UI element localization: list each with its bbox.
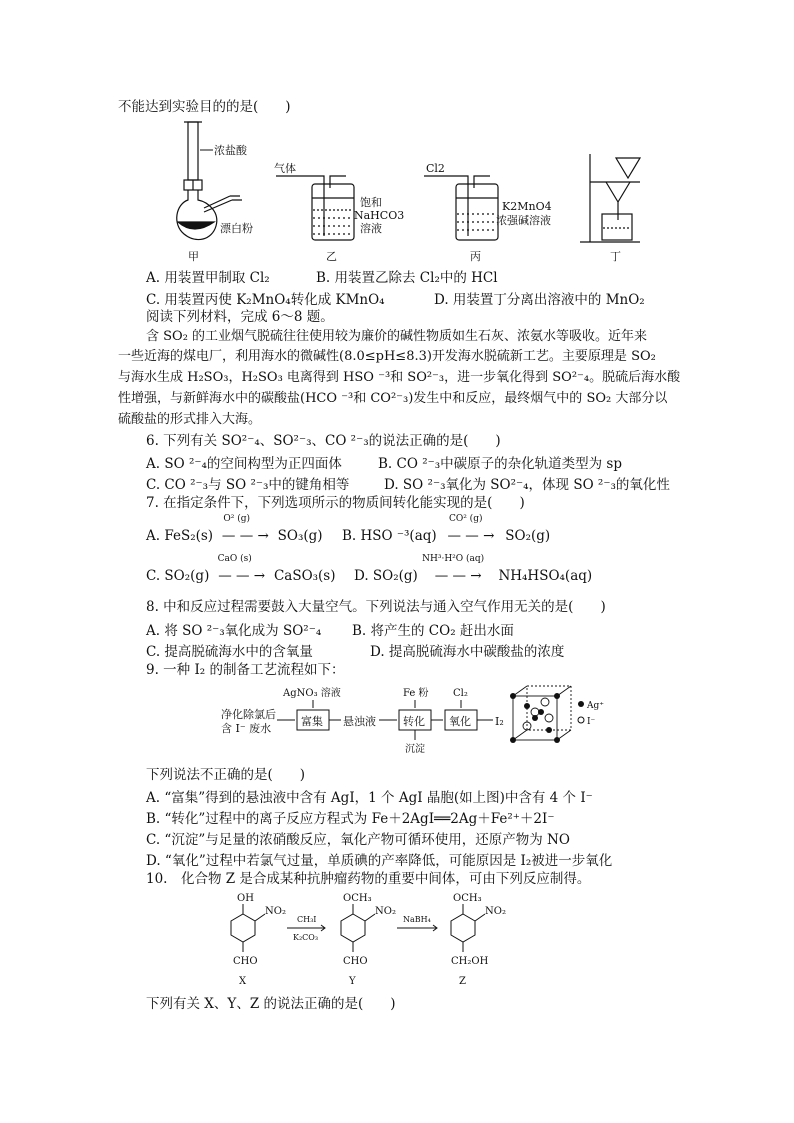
arrow-icon: — — → — [447, 528, 495, 544]
arrow-icon: — — → — [434, 568, 482, 584]
label-bleach: 漂白粉 — [220, 222, 253, 235]
q9-subquestion: 下列说法不正确的是( ) — [146, 767, 306, 783]
flow-precip: 沉淀 — [405, 744, 425, 755]
flow-product: I₂ — [495, 715, 504, 728]
q5-stem: 不能达到实验目的的是( ) — [118, 99, 291, 115]
label-strong-base: 浓强碱溶液 — [496, 214, 551, 227]
reagent-ch3i: CH₃I — [297, 915, 317, 924]
z-och3: OCH₃ — [453, 893, 482, 904]
q9-flow-diagram — [215, 682, 615, 762]
flow-source-1: 净化除氯后 — [221, 708, 276, 721]
x-oh: OH — [237, 893, 254, 904]
q9-option-c: C. “沉淀”与足量的浓硝酸反应，氧化产物可循环使用，还原产物为 NO — [146, 832, 570, 848]
label-ding: 丁 — [610, 250, 621, 263]
label-nahco3: NaHCO3 — [354, 209, 405, 222]
legend-i-icon — [578, 717, 584, 723]
q7-a-right: SO₃(g) — [277, 528, 323, 544]
passage-line: 与海水生成 H₂SO₃，H₂SO₃ 电离得到 HSO ⁻³和 SO²⁻₃，进一步氧化得到 SO²⁻₄。脱硫后海水酸 — [118, 370, 681, 385]
q7-option-d — [354, 554, 593, 584]
q7-a-cond: O² (g) — [223, 514, 251, 524]
apparatus-yi — [276, 176, 354, 240]
q7-c-left: C. SO₂(g) — [146, 568, 210, 584]
q5-option-b: B. 用装置乙除去 Cl₂中的 HCl — [316, 270, 498, 286]
q7-option-b — [342, 514, 551, 544]
q8-stem: 8. 中和反应过程需要鼓入大量空气。下列说法与通入空气作用无关的是( ) — [146, 599, 606, 615]
passage-intro: 阅读下列材料，完成 6～8 题。 — [146, 309, 334, 325]
label-z: Z — [459, 976, 466, 987]
q7-option-c — [146, 554, 336, 584]
reagent-nabh4: NaBH₄ — [403, 915, 431, 924]
label-y: Y — [349, 976, 356, 987]
q5-option-a: A. 用装置甲制取 Cl₂ — [146, 270, 270, 286]
x-cho: CHO — [233, 956, 258, 967]
apparatus-ding — [580, 154, 640, 242]
q6-option-d: D. SO ²⁻₃氧化为 SO²⁻₄，体现 SO ²⁻₃的氧化性 — [384, 477, 670, 493]
q8-option-d: D. 提高脱硫海水中碳酸盐的浓度 — [370, 644, 565, 660]
reagent-k2co3: K₂CO₃ — [293, 933, 319, 942]
legend-ag: Ag⁺ — [587, 701, 605, 711]
label-sat: 饱和 — [360, 196, 382, 209]
q7-c-right: CaSO₃(s) — [273, 568, 336, 584]
z-no2: NO₂ — [485, 906, 506, 917]
benzene-ring-z — [451, 914, 475, 942]
legend-ag-icon — [578, 701, 584, 707]
label-bing: 丙 — [470, 250, 481, 263]
label-gas: 气体 — [274, 162, 296, 175]
label-solution: 溶液 — [360, 222, 382, 235]
q6-option-a: A. SO ²⁻₄的空间构型为正四面体 — [146, 456, 342, 472]
arrow-icon: — — → — [221, 528, 269, 544]
label-conc-hcl: 浓盐酸 — [214, 144, 247, 157]
q8-option-a: A. 将 SO ²⁻₃氧化成为 SO²⁻₄ — [146, 623, 322, 639]
q7-c-cond: CaO (s) — [217, 554, 252, 564]
passage-line: 一些近海的煤电厂，利用海水的微碱性(8.0≤pH≤8.3)开发海水脱硫新工艺。主要原理是 SO₂ — [118, 349, 656, 364]
q5-option-d: D. 用装置丁分离出溶液中的 MnO₂ — [434, 292, 645, 308]
q5-option-c: C. 用装置丙使 K₂MnO₄转化成 KMnO₄ — [146, 292, 385, 308]
q7-b-cond: CO² (g) — [448, 514, 483, 524]
flow-fe: Fe 粉 — [403, 688, 429, 699]
z-ch2oh: CH₂OH — [451, 956, 489, 967]
q7-d-left: D. SO₂(g) — [354, 568, 418, 584]
y-cho: CHO — [343, 956, 368, 967]
label-jia: 甲 — [188, 250, 199, 263]
q7-stem: 7. 在指定条件下，下列选项所示的物质间转化能实现的是( ) — [146, 495, 525, 511]
flow-convert: 转化 — [403, 715, 425, 728]
passage-line: 含 SO₂ 的工业烟气脱硫往往使用较为廉价的碱性物质如生石灰、浓氨水等吸收。近年来 — [146, 329, 648, 344]
flow-cl2: Cl₂ — [453, 688, 468, 699]
q6-stem: 6. 下列有关 SO²⁻₄、SO²⁻₃、CO ²⁻₃的说法正确的是( ) — [146, 433, 501, 449]
q9-stem: 9. 一种 I₂ 的制备工艺流程如下： — [146, 662, 345, 678]
q7-b-left: B. HSO ⁻³(aq) — [342, 528, 437, 544]
q10-stem: 10. 化合物 Z 是合成某种抗肿瘤药物的重要中间体，可由下列反应制得。 — [146, 871, 591, 887]
flow-suspension: 悬浊液 — [343, 715, 376, 728]
label-k2mno4: K2MnO4 — [502, 200, 552, 213]
label-x: X — [239, 976, 247, 987]
q7-b-right: SO₂(g) — [505, 528, 551, 544]
q9-option-a: A. “富集”得到的悬浊液中含有 AgI，1 个 AgI 晶胞(如上图)中含有 4 个 I⁻ — [146, 790, 593, 806]
q7-d-cond: NH³·H²O (aq) — [422, 554, 485, 564]
legend-i: I⁻ — [587, 717, 596, 727]
flow-source-2: 含 I⁻ 废水 — [221, 722, 272, 735]
q9-option-b: B. “转化”过程中的离子反应方程式为 Fe＋2AgI══2Ag＋Fe²⁺＋2I⁻ — [146, 811, 555, 827]
flow-oxidize: 氧化 — [449, 715, 471, 728]
q10-subquestion: 下列有关 X、Y、Z 的说法正确的是( ) — [146, 996, 396, 1012]
q6-option-c: C. CO ²⁻₃与 SO ²⁻₃中的键角相等 — [146, 477, 350, 493]
q5-apparatus-figure — [170, 118, 660, 263]
q6-option-b: B. CO ²⁻₃中碳原子的杂化轨道类型为 sp — [378, 456, 623, 472]
label-yi: 乙 — [326, 250, 337, 263]
y-och3: OCH₃ — [343, 893, 372, 904]
passage-line: 硫酸盐的形式排入大海。 — [118, 412, 262, 427]
q10-reaction-scheme — [215, 888, 515, 988]
arrow-icon: — — → — [218, 568, 266, 584]
q8-option-b: B. 将产生的 CO₂ 赶出水面 — [352, 623, 514, 639]
q7-d-right: NH₄HSO₄(aq) — [498, 568, 593, 584]
q7-a-left: A. FeS₂(s) — [146, 528, 214, 544]
y-no2: NO₂ — [375, 906, 396, 917]
q7-option-a — [146, 514, 323, 544]
label-cl2: Cl2 — [426, 162, 445, 175]
apparatus-bing — [424, 176, 498, 240]
q8-option-c: C. 提高脱硫海水中的含氧量 — [146, 644, 313, 660]
passage-line: 性增强，与新鲜海水中的碳酸盐(HCO ⁻³和 CO²⁻₃)发生中和反应，最终烟气中的 SO₂ 大部分以 — [118, 391, 668, 406]
flow-agno3: AgNO₃ 溶液 — [283, 688, 341, 699]
benzene-ring-x — [231, 914, 255, 942]
benzene-ring-y — [341, 914, 365, 942]
q9-option-d: D. “氧化”过程中若氯气过量，单质碘的产率降低，可能原因是 I₂被进一步氧化 — [146, 853, 613, 869]
flow-enrich: 富集 — [301, 715, 323, 728]
x-no2: NO₂ — [265, 906, 286, 917]
